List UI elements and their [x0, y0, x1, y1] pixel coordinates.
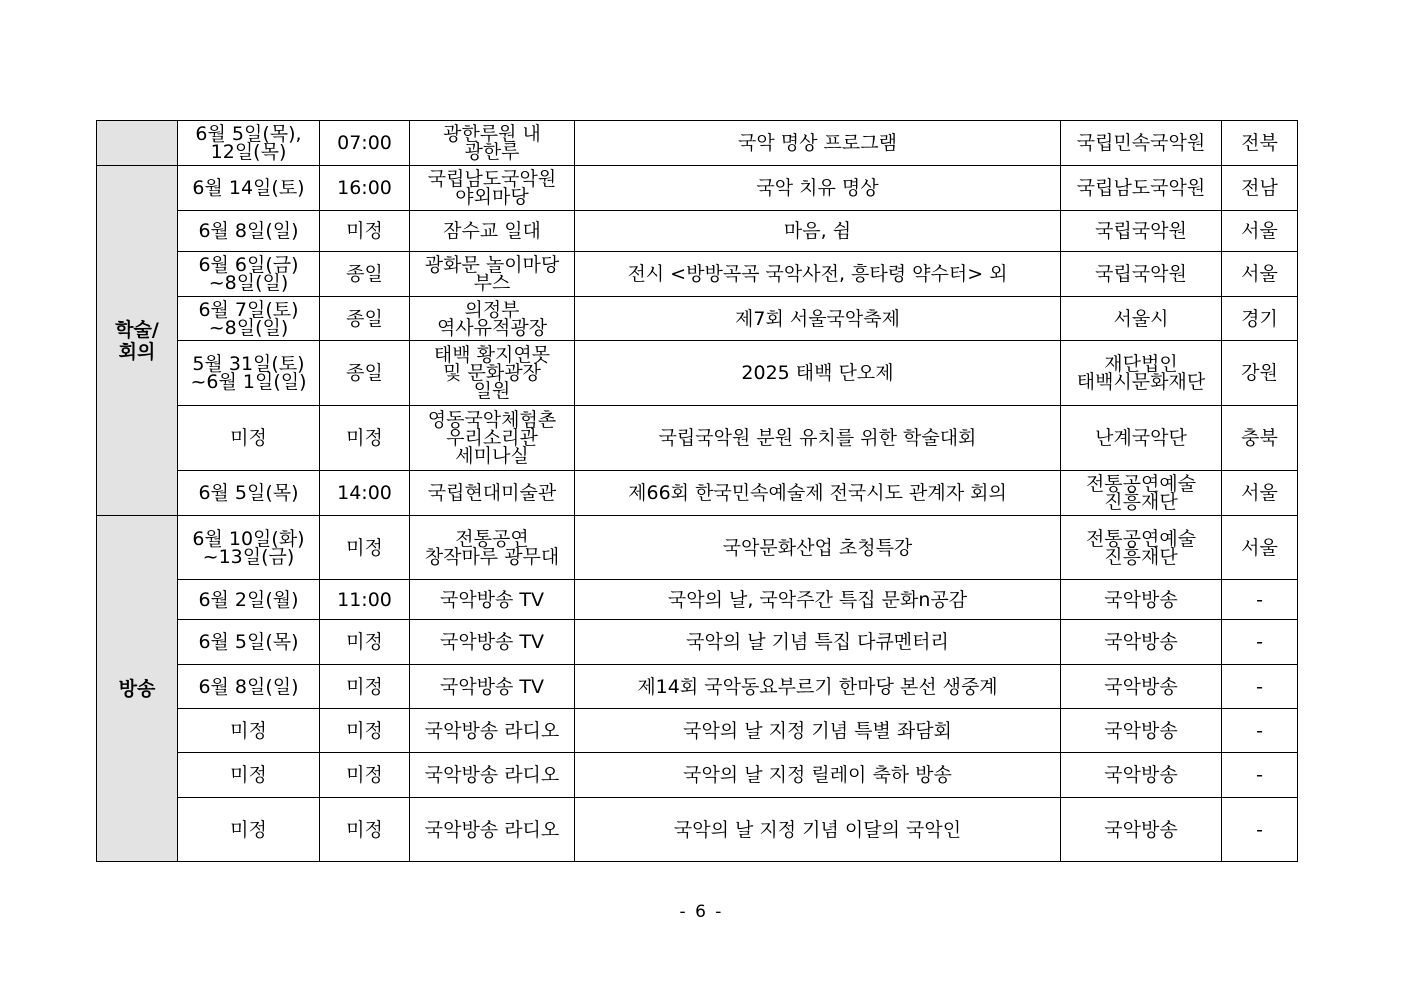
region-cell: -	[1222, 753, 1298, 798]
venue-cell: 태백 황지연못 및 문화광장 일원	[410, 341, 575, 406]
time-cell: 미정	[320, 620, 410, 665]
time-cell: 미정	[320, 709, 410, 753]
organizer-cell: 국립국악원	[1061, 252, 1222, 297]
date-cell: 6월 5일(목)	[178, 471, 320, 516]
table-row	[97, 798, 1298, 862]
date-cell: 6월 10일(화) ~13일(금)	[178, 516, 320, 580]
date-cell: 6월 7일(토) ~8일(일)	[178, 297, 320, 341]
date-cell: 6월 8일(일)	[178, 211, 320, 252]
event-cell: 국악의 날 지정 기념 이달의 국악인	[575, 798, 1061, 862]
region-cell: 경기	[1222, 297, 1298, 341]
table-row	[97, 341, 1298, 406]
time-cell: 07:00	[320, 121, 410, 166]
table-row	[97, 516, 1298, 580]
time-cell: 종일	[320, 297, 410, 341]
region-cell: -	[1222, 665, 1298, 709]
organizer-cell: 국립민속국악원	[1061, 121, 1222, 166]
time-cell: 미정	[320, 211, 410, 252]
table-row	[97, 753, 1298, 798]
category-cell	[97, 121, 178, 166]
organizer-cell: 국악방송	[1061, 798, 1222, 862]
venue-cell: 국립현대미술관	[410, 471, 575, 516]
region-cell: 충북	[1222, 406, 1298, 471]
date-cell: 5월 31일(토) ~6월 1일(일)	[178, 341, 320, 406]
venue-cell: 광한루원 내 광한루	[410, 121, 575, 166]
region-cell: -	[1222, 709, 1298, 753]
region-cell: -	[1222, 620, 1298, 665]
time-cell: 14:00	[320, 471, 410, 516]
date-cell: 6월 8일(일)	[178, 665, 320, 709]
event-cell: 마음, 쉼	[575, 211, 1061, 252]
region-cell: 서울	[1222, 516, 1298, 580]
page-number: - 6 -	[679, 902, 724, 922]
venue-cell: 국악방송 TV	[410, 620, 575, 665]
date-cell: 6월 5일(목), 12일(목)	[178, 121, 320, 166]
category-cell: 학술/ 회의	[97, 166, 178, 516]
table-row	[97, 297, 1298, 341]
organizer-cell: 국악방송	[1061, 709, 1222, 753]
date-cell: 미정	[178, 753, 320, 798]
venue-cell: 국악방송 TV	[410, 580, 575, 620]
event-schedule-table	[96, 120, 1298, 862]
event-cell: 국악의 날 기념 특집 다큐멘터리	[575, 620, 1061, 665]
event-cell: 2025 태백 단오제	[575, 341, 1061, 406]
event-cell: 제66회 한국민속예술제 전국시도 관계자 회의	[575, 471, 1061, 516]
region-cell: 서울	[1222, 211, 1298, 252]
event-cell: 국악 명상 프로그램	[575, 121, 1061, 166]
organizer-cell: 국악방송	[1061, 620, 1222, 665]
time-cell: 미정	[320, 406, 410, 471]
time-cell: 16:00	[320, 166, 410, 211]
organizer-cell: 국립국악원	[1061, 211, 1222, 252]
organizer-cell: 전통공연예술 진흥재단	[1061, 516, 1222, 580]
venue-cell: 광화문 놀이마당 부스	[410, 252, 575, 297]
region-cell: 서울	[1222, 471, 1298, 516]
event-cell: 국악 치유 명상	[575, 166, 1061, 211]
venue-cell: 국악방송 라디오	[410, 753, 575, 798]
event-cell: 제7회 서울국악축제	[575, 297, 1061, 341]
organizer-cell: 재단법인 태백시문화재단	[1061, 341, 1222, 406]
region-cell: 서울	[1222, 252, 1298, 297]
table-body	[97, 121, 1298, 862]
event-cell: 국립국악원 분원 유치를 위한 학술대회	[575, 406, 1061, 471]
event-cell: 국악의 날 지정 릴레이 축하 방송	[575, 753, 1061, 798]
venue-cell: 의정부 역사유적광장	[410, 297, 575, 341]
date-cell: 6월 6일(금) ~8일(일)	[178, 252, 320, 297]
venue-cell: 국악방송 라디오	[410, 798, 575, 862]
table-row	[97, 665, 1298, 709]
event-cell: 국악의 날 지정 기념 특별 좌담회	[575, 709, 1061, 753]
region-cell: 강원	[1222, 341, 1298, 406]
table-row	[97, 166, 1298, 211]
venue-cell: 잠수교 일대	[410, 211, 575, 252]
event-cell: 국악문화산업 초청특강	[575, 516, 1061, 580]
table-row	[97, 709, 1298, 753]
date-cell: 6월 2일(월)	[178, 580, 320, 620]
organizer-cell: 서울시	[1061, 297, 1222, 341]
organizer-cell: 국악방송	[1061, 753, 1222, 798]
table-row	[97, 211, 1298, 252]
organizer-cell: 국악방송	[1061, 580, 1222, 620]
time-cell: 종일	[320, 252, 410, 297]
venue-cell: 전통공연 창작마루 광무대	[410, 516, 575, 580]
venue-cell: 영동국악체험촌 우리소리관 세미나실	[410, 406, 575, 471]
table-row	[97, 580, 1298, 620]
venue-cell: 국립남도국악원 야외마당	[410, 166, 575, 211]
time-cell: 종일	[320, 341, 410, 406]
category-cell: 방송	[97, 516, 178, 862]
time-cell: 미정	[320, 665, 410, 709]
event-cell: 제14회 국악동요부르기 한마당 본선 생중계	[575, 665, 1061, 709]
time-cell: 미정	[320, 753, 410, 798]
organizer-cell: 국악방송	[1061, 665, 1222, 709]
table-row	[97, 471, 1298, 516]
venue-cell: 국악방송 TV	[410, 665, 575, 709]
event-cell: 전시 <방방곡곡 국악사전, 흥타령 약수터> 외	[575, 252, 1061, 297]
region-cell: -	[1222, 798, 1298, 862]
table-row	[97, 121, 1298, 166]
time-cell: 미정	[320, 516, 410, 580]
venue-cell: 국악방송 라디오	[410, 709, 575, 753]
organizer-cell: 난계국악단	[1061, 406, 1222, 471]
date-cell: 미정	[178, 406, 320, 471]
organizer-cell: 국립남도국악원	[1061, 166, 1222, 211]
event-cell: 국악의 날, 국악주간 특집 문화n공감	[575, 580, 1061, 620]
organizer-cell: 전통공연예술 진흥재단	[1061, 471, 1222, 516]
table-row	[97, 620, 1298, 665]
date-cell: 미정	[178, 798, 320, 862]
table-row	[97, 252, 1298, 297]
date-cell: 미정	[178, 709, 320, 753]
time-cell: 11:00	[320, 580, 410, 620]
region-cell: 전북	[1222, 121, 1298, 166]
date-cell: 6월 5일(목)	[178, 620, 320, 665]
region-cell: -	[1222, 580, 1298, 620]
region-cell: 전남	[1222, 166, 1298, 211]
table-row	[97, 406, 1298, 471]
time-cell: 미정	[320, 798, 410, 862]
date-cell: 6월 14일(토)	[178, 166, 320, 211]
